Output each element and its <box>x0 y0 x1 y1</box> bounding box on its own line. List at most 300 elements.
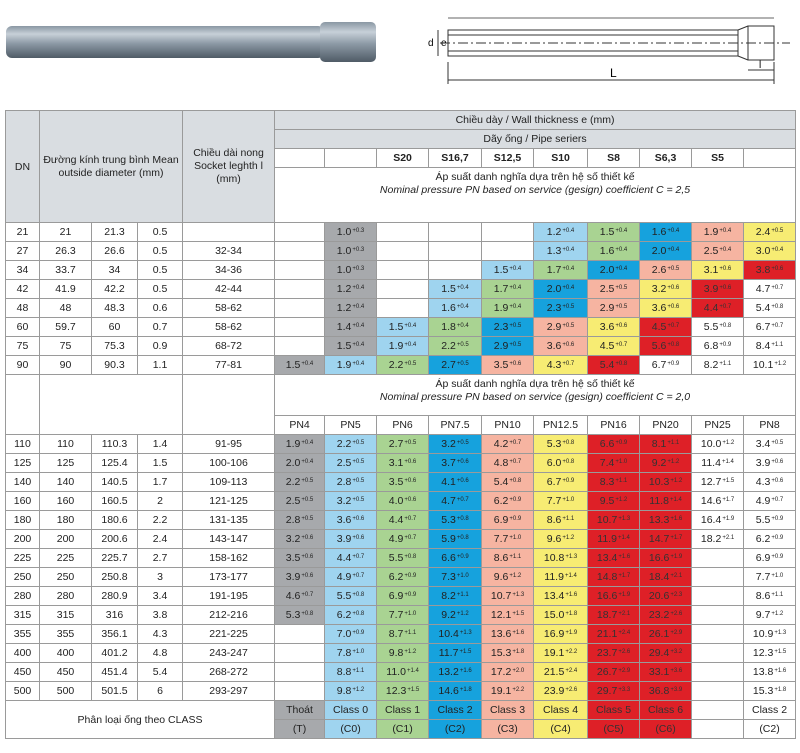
cell-tol: 3.4 <box>138 587 183 606</box>
thickness-tolerance: +1.6 <box>774 668 787 674</box>
thickness-value: 9.5 <box>599 495 615 507</box>
cell-d2: 250.8 <box>92 568 138 587</box>
thickness-tolerance: +0.7 <box>562 361 575 367</box>
cell-dn: 500 <box>6 682 40 701</box>
thickness-tolerance: +1.3 <box>512 592 525 598</box>
cell-socket: 109-113 <box>183 473 275 492</box>
thickness-cell <box>377 549 429 568</box>
thickness-value: 2.9 <box>546 321 562 333</box>
thickness-value: 4.5 <box>651 321 667 333</box>
table-row <box>6 261 796 280</box>
thickness-value: 1.9 <box>493 302 509 314</box>
cell-socket: 42-44 <box>183 280 275 299</box>
series-header: S12,5 <box>482 149 534 168</box>
thickness-value: 4.7 <box>441 495 456 507</box>
thickness-cell <box>692 337 744 356</box>
thickness-cell <box>534 492 588 511</box>
thickness-cell <box>482 511 534 530</box>
thickness-cell <box>588 549 640 568</box>
thickness-tolerance: +1.1 <box>562 516 575 522</box>
thickness-cell <box>534 644 588 663</box>
class-code: (C2) <box>744 720 796 739</box>
cell-socket: 221-225 <box>183 625 275 644</box>
thickness-value: 6.9 <box>493 514 509 526</box>
thickness-cell <box>744 530 796 549</box>
thickness-value: 2.9 <box>493 340 509 352</box>
thickness-tolerance: +2.2 <box>512 687 525 693</box>
thickness-tolerance: +0.8 <box>667 342 680 348</box>
thickness-cell <box>275 644 325 663</box>
thickness-tolerance: +0.7 <box>771 285 784 291</box>
table-row <box>6 625 796 644</box>
thickness-cell <box>640 530 692 549</box>
thickness-value: 10.3 <box>648 476 670 488</box>
cell-tol: 1.5 <box>138 454 183 473</box>
thickness-cell <box>588 530 640 549</box>
thickness-tolerance: +0.4 <box>562 285 575 291</box>
thickness-tolerance: +1.7 <box>670 535 683 541</box>
thickness-value: 8.6 <box>493 552 509 564</box>
thickness-value: 6.7 <box>755 321 771 333</box>
thickness-cell <box>588 663 640 682</box>
thickness-tolerance: +0.8 <box>562 440 575 446</box>
thickness-cell <box>377 356 429 375</box>
thickness-cell <box>377 223 429 242</box>
thickness-tolerance: +0.5 <box>456 342 469 348</box>
thickness-value: 2.4 <box>755 226 771 238</box>
thickness-tolerance: +0.3 <box>352 228 365 234</box>
thickness-tolerance: +0.7 <box>352 573 365 579</box>
table-row <box>6 242 796 261</box>
thickness-tolerance: +1.3 <box>565 554 578 560</box>
thickness-tolerance: +0.5 <box>562 323 575 329</box>
thickness-value: 4.9 <box>336 571 352 583</box>
thickness-cell <box>482 606 534 625</box>
thickness-tolerance: +0.4 <box>719 228 732 234</box>
thickness-value: 6.6 <box>441 552 456 564</box>
thickness-value: 2.8 <box>336 476 352 488</box>
thickness-value: 16.6 <box>596 590 618 602</box>
thickness-value: 8.8 <box>336 666 352 678</box>
series-header: S16,7 <box>429 149 482 168</box>
thickness-value: 6.8 <box>703 340 719 352</box>
table-row <box>6 568 796 587</box>
class-footer-label: Phân loại ống theo CLASS <box>6 701 275 739</box>
pn-note-c25 <box>275 168 796 223</box>
series-blank <box>744 149 796 168</box>
thickness-value: 4.9 <box>388 533 404 545</box>
cell-d1: 90 <box>40 356 92 375</box>
thickness-value: 1.9 <box>336 359 352 371</box>
thickness-cell <box>429 435 482 454</box>
cell-d1: 140 <box>40 473 92 492</box>
thickness-value: 1.2 <box>336 283 352 295</box>
table-row <box>6 454 796 473</box>
thickness-value: 8.6 <box>546 514 562 526</box>
thickness-value: 10.0 <box>700 438 722 450</box>
thickness-value: 1.0 <box>336 245 352 257</box>
thickness-cell <box>429 299 482 318</box>
thickness-value: 1.6 <box>599 245 615 257</box>
thickness-cell <box>744 356 796 375</box>
thickness-value: 3.6 <box>546 340 562 352</box>
thickness-cell <box>640 454 692 473</box>
thickness-cell <box>744 318 796 337</box>
class-label: Class 4 <box>534 701 588 720</box>
thickness-value: 4.7 <box>755 283 771 295</box>
thickness-cell <box>275 435 325 454</box>
cell-tol: 1.7 <box>138 473 183 492</box>
cell-d2: 110.3 <box>92 435 138 454</box>
thickness-cell <box>534 682 588 701</box>
thickness-cell <box>692 299 744 318</box>
thickness-tolerance: +1.9 <box>565 630 578 636</box>
cell-tol: 0.6 <box>138 299 183 318</box>
cell-tol: 0.5 <box>138 261 183 280</box>
series-header: S8 <box>588 149 640 168</box>
thickness-cell <box>377 261 429 280</box>
thickness-cell <box>429 625 482 644</box>
thickness-cell <box>429 318 482 337</box>
thickness-tolerance: +1.4 <box>564 573 577 579</box>
cell-d2: 280.9 <box>92 587 138 606</box>
table-row <box>6 644 796 663</box>
thickness-cell <box>429 261 482 280</box>
thickness-value: 8.2 <box>441 590 456 602</box>
cell-d1: 75 <box>40 337 92 356</box>
thickness-tolerance: +0.8 <box>771 304 784 310</box>
thickness-tolerance: +2.3 <box>670 592 683 598</box>
series-header: S10 <box>534 149 588 168</box>
thickness-value: 36.8 <box>648 685 670 697</box>
cell-d1: 400 <box>40 644 92 663</box>
thickness-tolerance: +0.6 <box>352 516 365 522</box>
thickness-tolerance: +1.1 <box>667 440 680 446</box>
thickness-cell <box>640 242 692 261</box>
thickness-value: 1.5 <box>441 283 456 295</box>
thickness-tolerance: +0.4 <box>352 285 365 291</box>
table-row <box>6 356 796 375</box>
thickness-value: 3.1 <box>388 457 404 469</box>
cell-dn: 225 <box>6 549 40 568</box>
thickness-tolerance: +0.6 <box>456 478 469 484</box>
thickness-value: 13.4 <box>543 590 565 602</box>
thickness-tolerance: +0.4 <box>456 304 469 310</box>
cell-dn: 140 <box>6 473 40 492</box>
thickness-tolerance: +0.7 <box>301 592 314 598</box>
thickness-value: 7.3 <box>441 571 456 583</box>
thickness-cell <box>744 663 796 682</box>
thickness-tolerance: +1.2 <box>774 361 787 367</box>
cell-dn: 48 <box>6 299 40 318</box>
class-code <box>692 720 744 739</box>
thickness-value: 6.2 <box>336 609 352 621</box>
thickness-cell <box>588 644 640 663</box>
thickness-cell <box>482 663 534 682</box>
thickness-tolerance: +1.3 <box>774 630 787 636</box>
thickness-cell <box>692 606 744 625</box>
thickness-cell <box>275 299 325 318</box>
thickness-tolerance: +0.5 <box>615 304 628 310</box>
thickness-cell <box>275 549 325 568</box>
thickness-cell <box>482 337 534 356</box>
cell-d1: 450 <box>40 663 92 682</box>
thickness-value: 10.7 <box>490 590 512 602</box>
thickness-value: 11.9 <box>544 571 564 583</box>
thickness-tolerance: +1.0 <box>771 573 784 579</box>
thickness-value: 3.1 <box>703 264 719 276</box>
thickness-cell <box>692 356 744 375</box>
table-row <box>6 223 796 242</box>
thickness-cell <box>377 280 429 299</box>
class-label: Class 0 <box>325 701 377 720</box>
thickness-label: e <box>441 38 447 49</box>
thickness-value: 6.7 <box>651 359 667 371</box>
thickness-tolerance: +0.6 <box>404 497 417 503</box>
thickness-tolerance: +0.4 <box>562 228 575 234</box>
thickness-tolerance: +1.5 <box>459 649 472 655</box>
thickness-tolerance: +0.4 <box>352 323 365 329</box>
thickness-tolerance: +0.4 <box>615 228 628 234</box>
thickness-tolerance: +0.9 <box>615 440 628 446</box>
thickness-cell <box>692 280 744 299</box>
thickness-cell <box>534 337 588 356</box>
thickness-cell <box>588 223 640 242</box>
thickness-cell <box>692 568 744 587</box>
thickness-value: 13.3 <box>648 514 670 526</box>
thickness-tolerance: +1.2 <box>771 611 784 617</box>
cell-d2: 316 <box>92 606 138 625</box>
thickness-cell <box>588 587 640 606</box>
thickness-cell <box>744 473 796 492</box>
series-blank <box>325 149 377 168</box>
thickness-value: 9.2 <box>651 457 667 469</box>
thickness-tolerance: +0.9 <box>404 592 417 598</box>
class-code: (C5) <box>588 720 640 739</box>
table-row <box>6 682 796 701</box>
thickness-tolerance: +0.5 <box>301 516 314 522</box>
thickness-value: 5.6 <box>651 340 667 352</box>
thickness-cell <box>640 280 692 299</box>
thickness-cell <box>275 492 325 511</box>
thickness-value: 5.3 <box>441 514 456 526</box>
thickness-value: 1.3 <box>546 245 562 257</box>
pn-header: PN20 <box>640 416 692 435</box>
thickness-cell <box>744 492 796 511</box>
thickness-value: 1.2 <box>546 226 562 238</box>
thickness-value: 2.5 <box>703 245 719 257</box>
thickness-value: 3.8 <box>755 264 771 276</box>
thickness-value: 5.5 <box>336 590 352 602</box>
thickness-cell <box>534 223 588 242</box>
cell-tol: 0.5 <box>138 223 183 242</box>
thickness-cell <box>482 223 534 242</box>
thickness-cell <box>325 606 377 625</box>
thickness-tolerance: +1.2 <box>667 459 680 465</box>
thickness-value: 1.2 <box>336 302 352 314</box>
cell-tol: 6 <box>138 682 183 701</box>
thickness-cell <box>275 356 325 375</box>
dn-header: DN <box>6 111 40 223</box>
thickness-value: 2.7 <box>388 438 404 450</box>
thickness-tolerance: +2.4 <box>618 630 631 636</box>
thickness-tolerance: +0.9 <box>509 516 522 522</box>
thickness-value: 10.4 <box>438 628 459 640</box>
cell-socket: 58-62 <box>183 318 275 337</box>
thickness-value: 11.8 <box>649 495 669 507</box>
thickness-cell <box>325 644 377 663</box>
thickness-tolerance: +0.6 <box>771 266 784 272</box>
cell-dn: 450 <box>6 663 40 682</box>
thickness-tolerance: +1.4 <box>617 535 630 541</box>
thickness-tolerance: +1.1 <box>509 554 522 560</box>
thickness-value: 9.6 <box>493 571 509 583</box>
thickness-cell <box>275 606 325 625</box>
thickness-value: 8.1 <box>651 438 667 450</box>
thickness-cell <box>588 356 640 375</box>
cell-d1: 41.9 <box>40 280 92 299</box>
thickness-cell <box>534 356 588 375</box>
thickness-cell <box>534 261 588 280</box>
class-code: (C1) <box>377 720 429 739</box>
cell-d1: 225 <box>40 549 92 568</box>
thickness-value: 16.4 <box>700 514 722 526</box>
thickness-cell <box>275 318 325 337</box>
thickness-cell <box>325 261 377 280</box>
thickness-cell <box>744 606 796 625</box>
thickness-tolerance: +1.9 <box>722 516 735 522</box>
thickness-cell <box>692 223 744 242</box>
pn-note-c20-vi: Áp suất danh nghĩa dựa trên hệ số thiết kế <box>435 378 635 390</box>
thickness-cell <box>692 663 744 682</box>
thickness-value: 7.0 <box>336 628 352 640</box>
thickness-value: 12.1 <box>490 609 512 621</box>
thickness-cell <box>377 587 429 606</box>
thickness-cell <box>429 473 482 492</box>
thickness-value: 2.5 <box>285 495 301 507</box>
thickness-tolerance: +1.0 <box>456 573 469 579</box>
cell-socket: 34-36 <box>183 261 275 280</box>
pn-header: PN10 <box>482 416 534 435</box>
thickness-cell <box>325 530 377 549</box>
thickness-cell <box>429 511 482 530</box>
thickness-tolerance: +0.4 <box>667 228 680 234</box>
thickness-cell <box>482 299 534 318</box>
thickness-cell <box>744 261 796 280</box>
cell-socket: 173-177 <box>183 568 275 587</box>
cell-tol: 4.8 <box>138 644 183 663</box>
thickness-value: 4.1 <box>441 476 456 488</box>
thickness-tolerance: +1.7 <box>722 497 735 503</box>
thickness-cell <box>692 530 744 549</box>
thickness-tolerance: +0.6 <box>301 573 314 579</box>
thickness-value: 26.1 <box>648 628 670 640</box>
thickness-cell <box>744 337 796 356</box>
pn-header: PN8 <box>744 416 796 435</box>
thickness-tolerance: +1.6 <box>459 668 472 674</box>
cell-tol: 0.9 <box>138 337 183 356</box>
cell-dn: 110 <box>6 435 40 454</box>
thickness-cell <box>325 473 377 492</box>
cell-tol: 1.4 <box>138 435 183 454</box>
thickness-tolerance: +0.9 <box>509 497 522 503</box>
cell-d2: 60 <box>92 318 138 337</box>
thickness-cell <box>640 318 692 337</box>
cell-d2: 48.3 <box>92 299 138 318</box>
cell-d2: 42.2 <box>92 280 138 299</box>
class-code: (C6) <box>640 720 692 739</box>
cell-socket: 131-135 <box>183 511 275 530</box>
thickness-tolerance: +2.1 <box>722 535 735 541</box>
cell-d1: 500 <box>40 682 92 701</box>
thickness-value: 3.4 <box>755 438 771 450</box>
class-code: (C4) <box>534 720 588 739</box>
thickness-cell <box>692 549 744 568</box>
thickness-value: 1.7 <box>493 283 509 295</box>
thickness-cell <box>744 242 796 261</box>
thickness-cell <box>325 337 377 356</box>
thickness-value: 4.6 <box>285 590 301 602</box>
thickness-value: 23.2 <box>648 609 670 621</box>
thickness-value: 3.5 <box>493 359 509 371</box>
series-header: S20 <box>377 149 429 168</box>
thickness-cell <box>325 682 377 701</box>
cell-d2: 140.5 <box>92 473 138 492</box>
class-label: Class 2 <box>429 701 482 720</box>
thickness-cell <box>377 492 429 511</box>
thickness-tolerance: +0.8 <box>719 323 732 329</box>
thickness-tolerance: +0.5 <box>615 285 628 291</box>
thickness-value: 2.5 <box>336 457 352 469</box>
pn-note-c20 <box>275 375 796 416</box>
thickness-tolerance: +0.4 <box>667 247 680 253</box>
pn-header: PN12.5 <box>534 416 588 435</box>
thickness-tolerance: +0.6 <box>404 478 417 484</box>
thickness-value: 1.5 <box>493 264 509 276</box>
thickness-tolerance: +0.7 <box>771 497 784 503</box>
thickness-tolerance: +0.6 <box>562 342 575 348</box>
thickness-tolerance: +0.5 <box>352 440 365 446</box>
cell-d1: 280 <box>40 587 92 606</box>
thickness-value: 3.2 <box>285 533 301 545</box>
thickness-value: 8.6 <box>755 590 771 602</box>
cell-socket: 158-162 <box>183 549 275 568</box>
thickness-cell <box>534 549 588 568</box>
thickness-cell <box>588 511 640 530</box>
thickness-value: 2.2 <box>388 359 404 371</box>
thickness-cell <box>640 299 692 318</box>
thickness-value: 33.1 <box>648 666 670 678</box>
thickness-value: 3.9 <box>285 571 301 583</box>
thickness-tolerance: +1.2 <box>722 440 735 446</box>
thickness-cell <box>744 549 796 568</box>
thickness-value: 29.4 <box>648 647 670 659</box>
thickness-cell <box>640 435 692 454</box>
thickness-tolerance: +0.5 <box>404 440 417 446</box>
class-code: (T) <box>275 720 325 739</box>
thickness-value: 1.4 <box>336 321 352 333</box>
thickness-value: 2.8 <box>285 514 301 526</box>
thickness-tolerance: +1.5 <box>774 649 787 655</box>
cell-d2: 125.4 <box>92 454 138 473</box>
thickness-cell <box>275 242 325 261</box>
cell-d1: 59.7 <box>40 318 92 337</box>
thickness-tolerance: +0.4 <box>352 304 365 310</box>
thickness-cell <box>744 511 796 530</box>
thickness-tolerance: +1.8 <box>774 687 787 693</box>
thickness-tolerance: +0.4 <box>352 342 365 348</box>
thickness-value: 1.5 <box>336 340 352 352</box>
